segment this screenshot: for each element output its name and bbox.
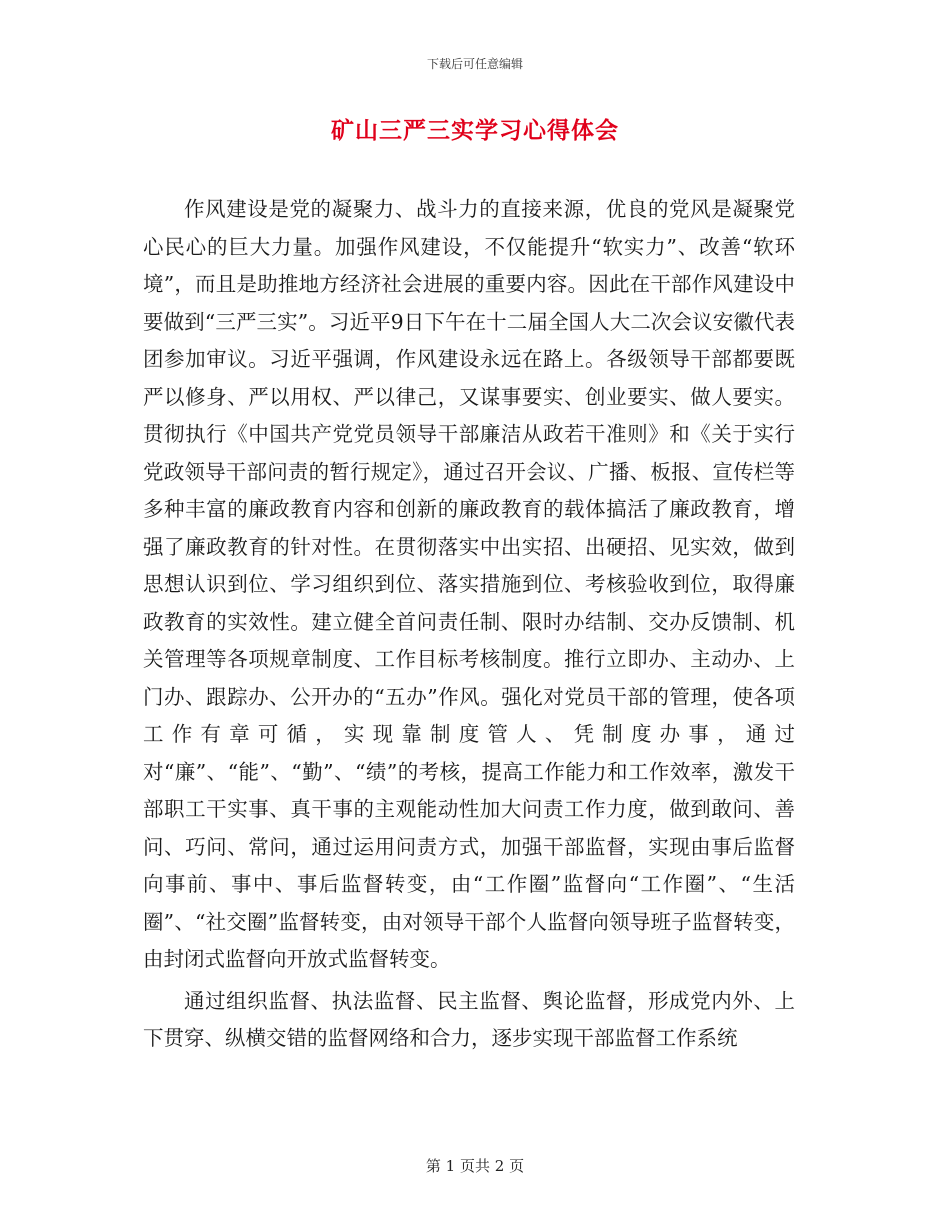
page-number: 第 1 页共 2 页 [425,1157,525,1175]
document-title: 矿山三严三实学习心得体会 [331,118,619,144]
page-header-note: 下载后可任意编辑 [426,57,523,71]
paragraph: 通过组织监督、执法监督、民主监督、舆论监督，形成党内外、上下贯穿、纵横交错的监督网络和合力，逐步实现干部监督工作系统 [143,988,795,1050]
paragraph: 作风建设是党的凝聚力、战斗力的直接来源，优良的党风是凝聚党心民心的巨大力量。加强作风建设，不仅能提升“软实力”、改善“软环境”，而且是助推地方经济社会进展的重要内容。因此在干部作风建设中要做到“三严三实”。习近平9日下午在十二届全国人大二次会议安徽代表团参加审议。习近平强调，作风建设永远在路上。各级领导干部都要既严以修身、严以用权、严以律己，又谋事要实、创业要实、做人要实。贯彻执行《中国共产党党员领导干部廉洁从政若干准则》和《关于实行党政领导干部问责的暂行规定》，通过召开会议、广播、板报、宣传栏等多种丰富的廉政教育内容和创新的廉政教育的载体搞活了廉政教育，增强了廉政教育的针对性。在贯彻落实中出实招、出硬招、见实效，做到思想认识到位、学习组织到位、落实措施到位、考核验收到位，取得廉政教育的实效性。建立健全首问责任制、限时办结制、交办反馈制、机关管理等各项规章制度、工作目标考核制度。推行立即办、主动办、上门办、跟踪办、公开办的“五办”作风。强化对党员干部的管理，使各项工作有章可循，实现靠制度管人、凭制度办事，通过对“廉”、“能”、“勤”、“绩”的考核，提高工作能力和工作效率，激发干部职工干实事、真干事的主观能动性加大问责工作力度，做到敢问、善问、巧问、常问，通过运用问责方式，加强干部监督，实现由事后监督向事前、事中、事后监督转变，由“工作圈”监督向“工作圈”、“生活圈”、“社交圈”监督转变，由对领导干部个人监督向领导班子监督转变，由封闭式监督向开放式监督转变。 [143,197,795,971]
document-body [143,191,795,1062]
